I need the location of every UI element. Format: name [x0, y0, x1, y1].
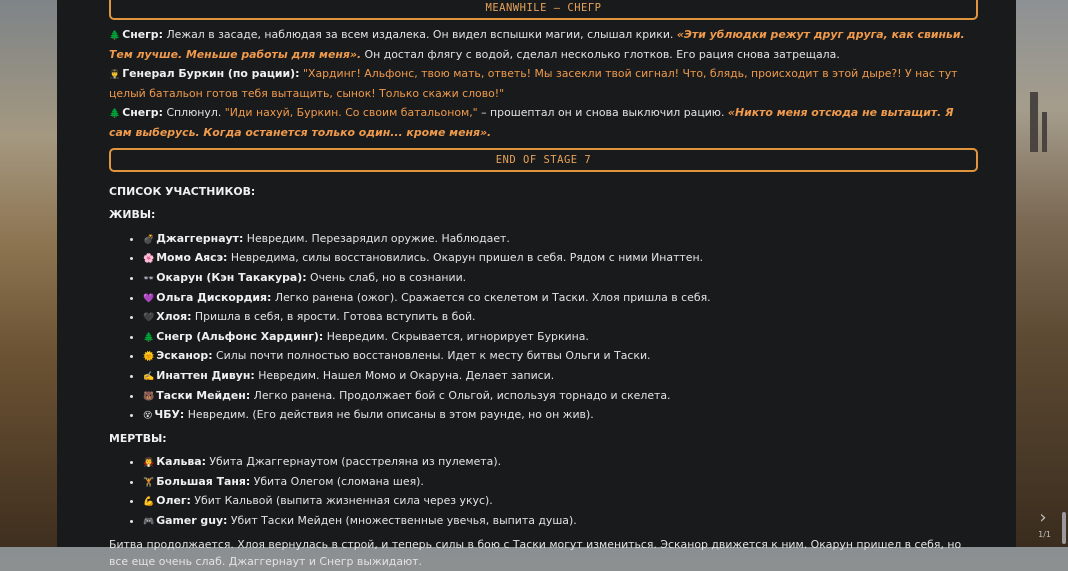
narration-text: Лежал в засаде, наблюдая за всем издалека. Он видел вспышки магии, слышал крики. — [166, 28, 677, 41]
character-name: Хлоя: — [156, 310, 192, 324]
alive-title: ЖИВЫ: — [109, 208, 156, 222]
speaker-name: Генерал Буркин (по рации): — [122, 67, 300, 81]
alive-list — [109, 230, 978, 426]
dead-list-item — [143, 492, 978, 512]
character-status: Невредима, силы восстановились. Окарун пришел в себя. Рядом с ними Инаттен. — [230, 251, 704, 265]
speaker-name: Снегр: — [122, 28, 163, 41]
closing-paragraph: Битва продолжается. Хлоя вернулась в строй, и теперь силы в бою с Таски могут измениться. Эсканор движется к ним. Окарун пришел в себя, но все еще очень слаб. Джаггернаут и Снегр выжидают. — [109, 537, 962, 569]
alive-list-item — [143, 308, 978, 328]
character-status: Невредим. Перезарядил оружие. Наблюдает. — [246, 231, 510, 245]
character-emoji-icon: 💜 — [143, 293, 155, 304]
dead-list — [109, 453, 978, 531]
speaker-emoji-icon: 👨‍✈️ — [109, 70, 121, 81]
story-paragraph — [109, 26, 978, 63]
character-emoji-icon: 👓 — [143, 273, 155, 284]
character-status: Убита Олегом (сломана шея). — [253, 474, 424, 488]
character-emoji-icon: 🖤 — [143, 313, 155, 324]
dead-list-item — [143, 512, 978, 532]
character-name: Эсканор: — [156, 349, 213, 363]
alive-list-item — [143, 249, 978, 269]
character-status: Невредим. (Его действия не были описаны в этом раунде, но он жив). — [187, 408, 594, 422]
quote-text: "Хардинг! Альфонс, твою мать, ответь! Мы засекли твой сигнал! Что, блядь, происходит в этой дыре?! У нас тут целый батальон готов тебя вытащить, сынок! Только скажи слово!" — [109, 67, 958, 100]
alive-list-item — [143, 230, 978, 250]
story-paragraph — [109, 65, 978, 102]
character-status: Легко ранена. Продолжает бой с Ольгой, используя торнадо и скелета. — [253, 388, 671, 402]
scrollbar[interactable] — [1062, 512, 1066, 544]
dead-title: МЕРТВЫ: — [109, 431, 167, 445]
ruin-tower — [1030, 92, 1038, 152]
alive-list-item — [143, 289, 978, 309]
banner-end-of-stage: END OF STAGE 7 — [109, 148, 978, 172]
speaker-name: Снегр: — [122, 106, 163, 120]
character-name: Окарун (Кэн Такакура): — [156, 270, 307, 284]
background-right — [1016, 0, 1068, 547]
character-status: Невредим. Скрывается, игнорирует Буркина. — [326, 329, 589, 343]
banner-meanwhile: MEANWHILE – СНЕГР — [109, 0, 978, 20]
character-emoji-icon: 🌸 — [143, 254, 155, 265]
dead-list-item — [143, 453, 978, 473]
alive-list-item — [143, 367, 978, 387]
character-status: Невредим. Нашел Момо и Окаруна. Делает записи. — [258, 368, 555, 382]
character-name: Джаггернаут: — [156, 231, 244, 245]
character-name: Gamer guy: — [156, 514, 228, 528]
character-emoji-icon: 🧛 — [143, 458, 155, 469]
character-emoji-icon: 🎮 — [143, 517, 155, 528]
chat-message-panel — [57, 0, 1016, 569]
alive-list-item — [143, 269, 978, 289]
character-status: Убита Джаггернаутом (расстреляна из пулемета). — [209, 455, 502, 469]
character-emoji-icon: 😵 — [143, 411, 153, 422]
ruin-tower — [1042, 112, 1047, 152]
character-emoji-icon: 💪 — [143, 497, 155, 508]
narration-text: Сплюнул. — [166, 106, 225, 120]
next-page-chevron-icon[interactable]: › — [1039, 507, 1047, 528]
character-status: Убит Кальвой (выпита жизненная сила через укус). — [194, 494, 493, 508]
page-counter: 1/1 — [1038, 530, 1051, 539]
background-left — [0, 0, 57, 547]
story-block — [109, 26, 978, 142]
character-name: ЧБУ: — [154, 408, 185, 422]
character-status: Очень слаб, но в сознании. — [310, 270, 467, 284]
participants-title: СПИСОК УЧАСТНИКОВ: — [109, 184, 256, 198]
dead-list-item — [143, 473, 978, 493]
character-emoji-icon: 🏋️ — [143, 477, 155, 488]
character-name: Снегр (Альфонс Хардинг): — [156, 329, 324, 343]
character-emoji-icon: 🐻 — [143, 391, 155, 402]
character-emoji-icon: 🌞 — [143, 352, 155, 363]
alive-list-item — [143, 406, 978, 426]
quote-text: «Эти ублюдки режут друг друга, как свиньи. Тем лучше. Меньше работы для меня». — [109, 28, 965, 61]
narration-text: – прошептал он и снова выключил рацию. — [477, 106, 728, 120]
character-name: Кальва: — [156, 455, 206, 469]
character-status: Убит Таски Мейден (множественные увечья, выпита душа). — [230, 514, 577, 528]
character-status: Пришла в себя, в ярости. Готова вступить в бой. — [194, 310, 476, 324]
story-paragraph — [109, 104, 978, 141]
character-name: Момо Аясэ: — [156, 251, 228, 265]
character-status: Силы почти полностью восстановлены. Идет к месту битвы Ольги и Таски. — [216, 349, 651, 363]
character-name: Большая Таня: — [156, 474, 251, 488]
character-name: Инаттен Дивун: — [156, 368, 255, 382]
alive-list-item — [143, 347, 978, 367]
character-emoji-icon: 🌲 — [143, 332, 155, 343]
narration-text: Он достал флягу с водой, сделал несколько глотков. Его рация снова затрещала. — [361, 47, 840, 61]
alive-list-item — [143, 387, 978, 407]
speaker-emoji-icon: 🌲 — [109, 31, 121, 41]
character-status: Легко ранена (ожог). Сражается со скелетом и Таски. Хлоя пришла в себя. — [274, 290, 711, 304]
character-emoji-icon: ✍️ — [143, 371, 155, 382]
quote-text: «Никто меня отсюда не вытащит. Я сам выберусь. Когда останется только один... кроме меня». — [109, 106, 954, 139]
quote-text: "Иди нахуй, Буркин. Со своим батальоном," — [224, 106, 478, 120]
character-name: Таски Мейден: — [156, 388, 251, 402]
speaker-emoji-icon: 🌲 — [109, 109, 121, 120]
character-emoji-icon: 💣 — [143, 234, 155, 245]
alive-list-item — [143, 328, 978, 348]
character-name: Олег: — [156, 494, 191, 508]
character-name: Ольга Дискордия: — [156, 290, 272, 304]
